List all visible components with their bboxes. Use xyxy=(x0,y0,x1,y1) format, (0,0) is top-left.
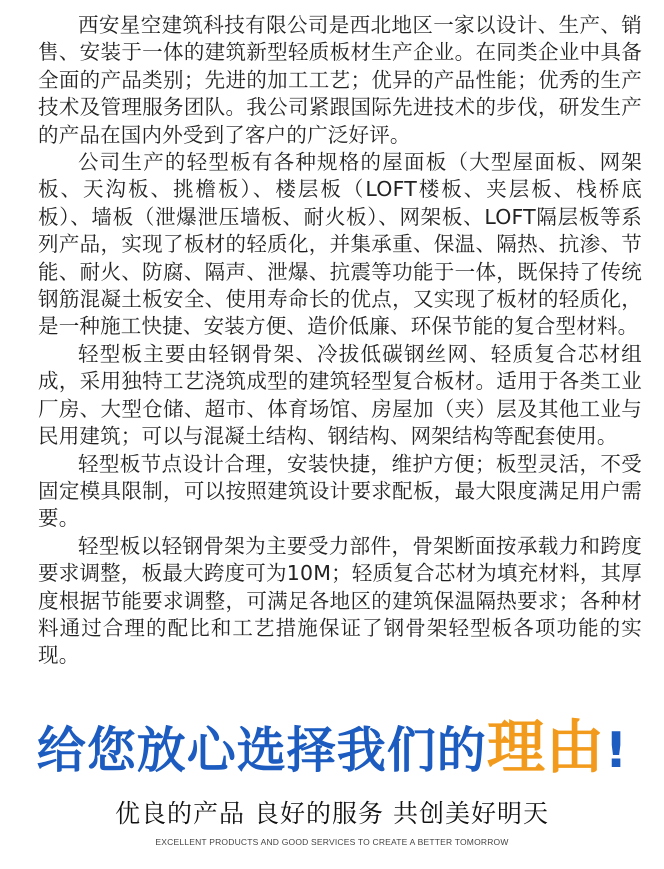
company-intro-article xyxy=(38,12,642,670)
headline-text-blue: 给您放心选择我们的 xyxy=(36,722,487,779)
slogan-chinese: 优良的产品 良好的服务 共创美好明天 xyxy=(115,799,549,828)
headline-exclamation: ! xyxy=(604,722,628,779)
paragraph-structure-performance: 轻型板以轻钢骨架为主要受力部件，骨架断面按承载力和跨度要求调整，板最大跨度可为10M；轻质复合芯材为填充材料，其厚度根据节能要求调整，可满足各地区的建筑保温隔热要求；各种材料通过合理的配比和工艺措施保证了钢骨架轻型板各项功能的实现。 xyxy=(38,533,642,668)
slogan-english: EXCELLENT PRODUCTS AND GOOD SERVICES TO CREATE A BETTER TOMORROW xyxy=(155,837,509,847)
headline-text-orange: 理由 xyxy=(486,713,605,781)
paragraph-company-overview: 西安星空建筑科技有限公司是西北地区一家以设计、生产、销售、安装于一体的建筑新型轻质板材生产企业。在同类企业中具备全面的产品类别；先进的加工工艺；优异的产品性能；优秀的生产技术及管理服务团队。我公司紧跟国际先进技术的步伐，研发生产的产品在国内外受到了客户的广泛好评。 xyxy=(38,13,642,147)
reasons-headline xyxy=(0,700,664,784)
paragraph-product-range: 公司生产的轻型板有各种规格的屋面板（大型屋面板、网架板、天沟板、挑檐板）、楼层板（LOFT楼板、夹层板、栈桥底板）、墙板（泄爆泄压墙板、耐火板）、网架板、LOFT隔层板等系列产品，实现了板材的轻质化，并集承重、保温、隔热、抗渗、节能、耐火、防腐、隔声、泄爆、抗震等功能于一体，既保持了传统钢筋混凝土板安全、使用寿命长的优点，又实现了板材的轻质化，是一种施工快捷、安装方便、造价低廉、环保节能的复合型材料。 xyxy=(38,150,642,339)
paragraph-composition-usage: 轻型板主要由轻钢骨架、冷拔低碳钢丝网、轻质复合芯材组成，采用独特工艺浇筑成型的建筑轻型复合板材。适用于各类工业厂房、大型仓储、超市、体育场馆、房屋加（夹）层及其他工业与民用建筑；可以与混凝土结构、钢结构、网架结构等配套使用。 xyxy=(38,341,642,449)
paragraph-installation: 轻型板节点设计合理，安装快捷，维护方便；板型灵活，不受固定模具限制，可以按照建筑设计要求配板，最大限度满足用户需要。 xyxy=(38,451,642,531)
